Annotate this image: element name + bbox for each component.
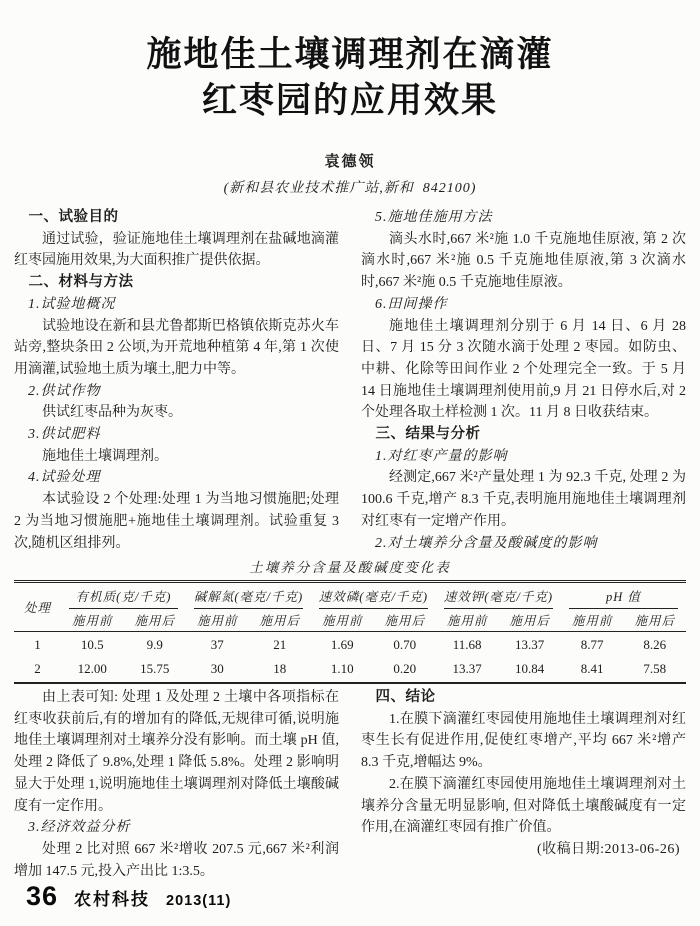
received-date: (收稿日期:2013-06-26) [536,841,680,857]
body-columns-top [14,207,686,555]
column-group-available-phosphorus: 速效磷(毫克/千克) [311,582,436,609]
cell: 10.5 [80,636,104,652]
soil-table-block [14,556,686,684]
paragraph: 经测定,667 米²产量处理 1 为 92.3 千克, 处理 2 为 100.6 千克,增产 8.3 千克,表明施用施地佳土壤调理剂对红枣有一定增产作用。 [361,470,686,529]
cell: 1.69 [330,636,354,652]
affiliation: (新和县农业技术推广站,新和 842100) [223,181,477,196]
cell: 12.00 [77,661,107,677]
column-group-available-potassium: 速效钾(毫克/千克) [436,582,561,609]
cell: 8.26 [643,636,667,652]
page-title-line1: 施地佳土壤调理剂在滴灌 [146,35,554,74]
section-heading-4: 四、结论 [375,689,436,705]
subsection-heading-3-1: 1.对红枣产量的影响 [375,448,508,464]
paragraph: 供试红枣品种为灰枣。 [42,405,182,421]
paragraph: 2.在膜下滴灌红枣园使用施地佳土壤调理剂对土壤养分含量无明显影响, 但对降低土壤酸碱度有一定作用,在滴灌红枣园有推广价值。 [361,776,686,836]
section-heading-2: 二、材料与方法 [28,274,134,291]
footer-issue: 2013(11) [166,893,232,909]
paragraph: 本试验设 2 个处理:处理 1 为当地习惯施肥;处理 2 为当地习惯施肥+施地佳土壤调理剂。试验重复 3 次,随机区组排列。 [14,492,339,551]
table-title: 土壤养分含量及酸碱度变化表 [249,560,451,575]
cell: 8.77 [580,636,604,652]
paragraph: 由上表可知: 处理 1 及处理 2 土壤中各项指标在红枣收获前后,有的增加有的降低,无规律可循,说明施地佳土壤调理剂对土壤养分没有影响。而土壤 pH 值,处理 2 降低了 9.8%,处理 1 降低 5.8%。处理 2 影响明显大于处理 1,说明施地佳土壤调理剂对降低土壤酸碱度有一定作用。 [14,690,339,814]
paragraph: 滴头水时,667 米²施 1.0 千克施地佳原液, 第 2 次滴水时,667 米²施 0.5 千克施地佳原液,第 3 次滴水时,667 米²施 0.5 千克施地佳原液。 [361,231,686,291]
cell: 13.37 [452,661,482,677]
author: 袁德领 [324,154,376,170]
cell: 0.70 [393,636,417,652]
subheader-before: 施用前 [311,609,373,632]
page-footer [26,881,231,912]
column-group-alkali-nitrogen: 碱解氮(毫克/千克) [186,582,311,609]
subheader-after: 施用后 [124,609,186,632]
subheader-after: 施用后 [498,609,560,632]
cell: 15.75 [140,661,170,677]
right-column-bottom [361,687,686,881]
subheader-before: 施用前 [561,609,623,632]
page-title-line2: 红枣园的应用效果 [201,81,498,121]
subsection-heading-2-2: 2.供试作物 [28,383,101,399]
subheader-after: 施用后 [373,609,435,632]
left-column-bottom [14,687,339,881]
cell: 7.58 [643,661,667,677]
table-row [14,632,686,658]
subheader-before: 施用前 [61,609,123,632]
footer-page-number: 36 [26,881,59,911]
subheader-after: 施用后 [623,609,686,632]
cell: 11.68 [452,636,482,652]
paragraph: 施地佳土壤调理剂。 [42,448,168,464]
cell: 1 [34,636,41,652]
left-column-top [14,207,339,555]
subheader-before: 施用前 [436,609,498,632]
subsection-heading-2-1: 1.试验地概况 [28,296,116,312]
cell: 2 [34,661,41,677]
paragraph: 施地佳土壤调理剂分别于 6 月 14 日、6 月 28 日、7 月 15 分 3 次随水滴于处理 2 枣园。如防虫、中耕、化除等田间作业 2 个处理完全一致。于 5 月 14 日施地佳土壤调理剂使用前,9 月 21 日停水后,对 2 个处理各取土样检测 1 次。11 月 8 日收获结束。 [361,318,686,421]
subsection-heading-3-3: 3.经济效益分析 [28,820,131,836]
cell: 8.41 [580,661,604,677]
subsection-heading-2-5: 5.施地佳施用方法 [375,210,493,225]
table-row [14,657,686,683]
subsection-heading-2-6: 6.田间操作 [375,296,448,312]
column-group-ph: pH 值 [561,582,686,609]
paragraph: 通过试验，验证施地佳土壤调理剂在盐碱地滴灌红枣园施用效果,为大面积推广提供依据。 [14,231,339,269]
soil-nutrient-table [14,580,686,684]
subheader-after: 施用后 [248,609,310,632]
column-group-organic-matter: 有机质(克/千克) [61,582,186,609]
body-columns-bottom [14,687,686,881]
paragraph: 1.在膜下滴灌红枣园使用施地佳土壤调理剂对红枣生长有促进作用,促使红枣增产,平均 667 米²增产 8.3 千克,增幅达 9%。 [361,711,686,771]
footer-journal-title: 农村科技 [74,890,151,909]
subheader-before: 施用前 [186,609,248,632]
cell: 13.37 [515,636,545,652]
page-title [0,32,700,124]
cell: 1.10 [330,661,354,677]
subsection-heading-2-4: 4.试验处理 [28,470,101,486]
section-heading-3: 三、结果与分析 [375,426,481,443]
cell: 10.84 [515,661,545,677]
subsection-heading-3-2: 2.对土壤养分含量及酸碱度的影响 [375,535,598,551]
cell: 18 [273,661,287,677]
paragraph: 试验地设在新和县尤鲁都斯巴格镇依斯克苏火车站旁,整块条田 2 公顷,为开荒地种植第 4 年,第 1 次使用滴灌,试验地土质为壤土,肥力中等。 [14,318,339,377]
column-header-treatment: 处理 [14,582,61,632]
subsection-heading-2-3: 3.供试肥料 [28,427,101,443]
cell: 0.20 [393,661,417,677]
paragraph: 处理 2 比对照 667 米²增收 207.5 元,667 米²利润增加 147.5 元,投入产出比 1:3.5。 [14,841,339,879]
cell: 21 [273,636,287,652]
cell: 9.9 [146,636,163,652]
right-column-top [361,207,686,555]
cell: 30 [210,661,224,677]
section-heading-1: 一、试验目的 [28,209,119,225]
cell: 37 [210,636,224,652]
